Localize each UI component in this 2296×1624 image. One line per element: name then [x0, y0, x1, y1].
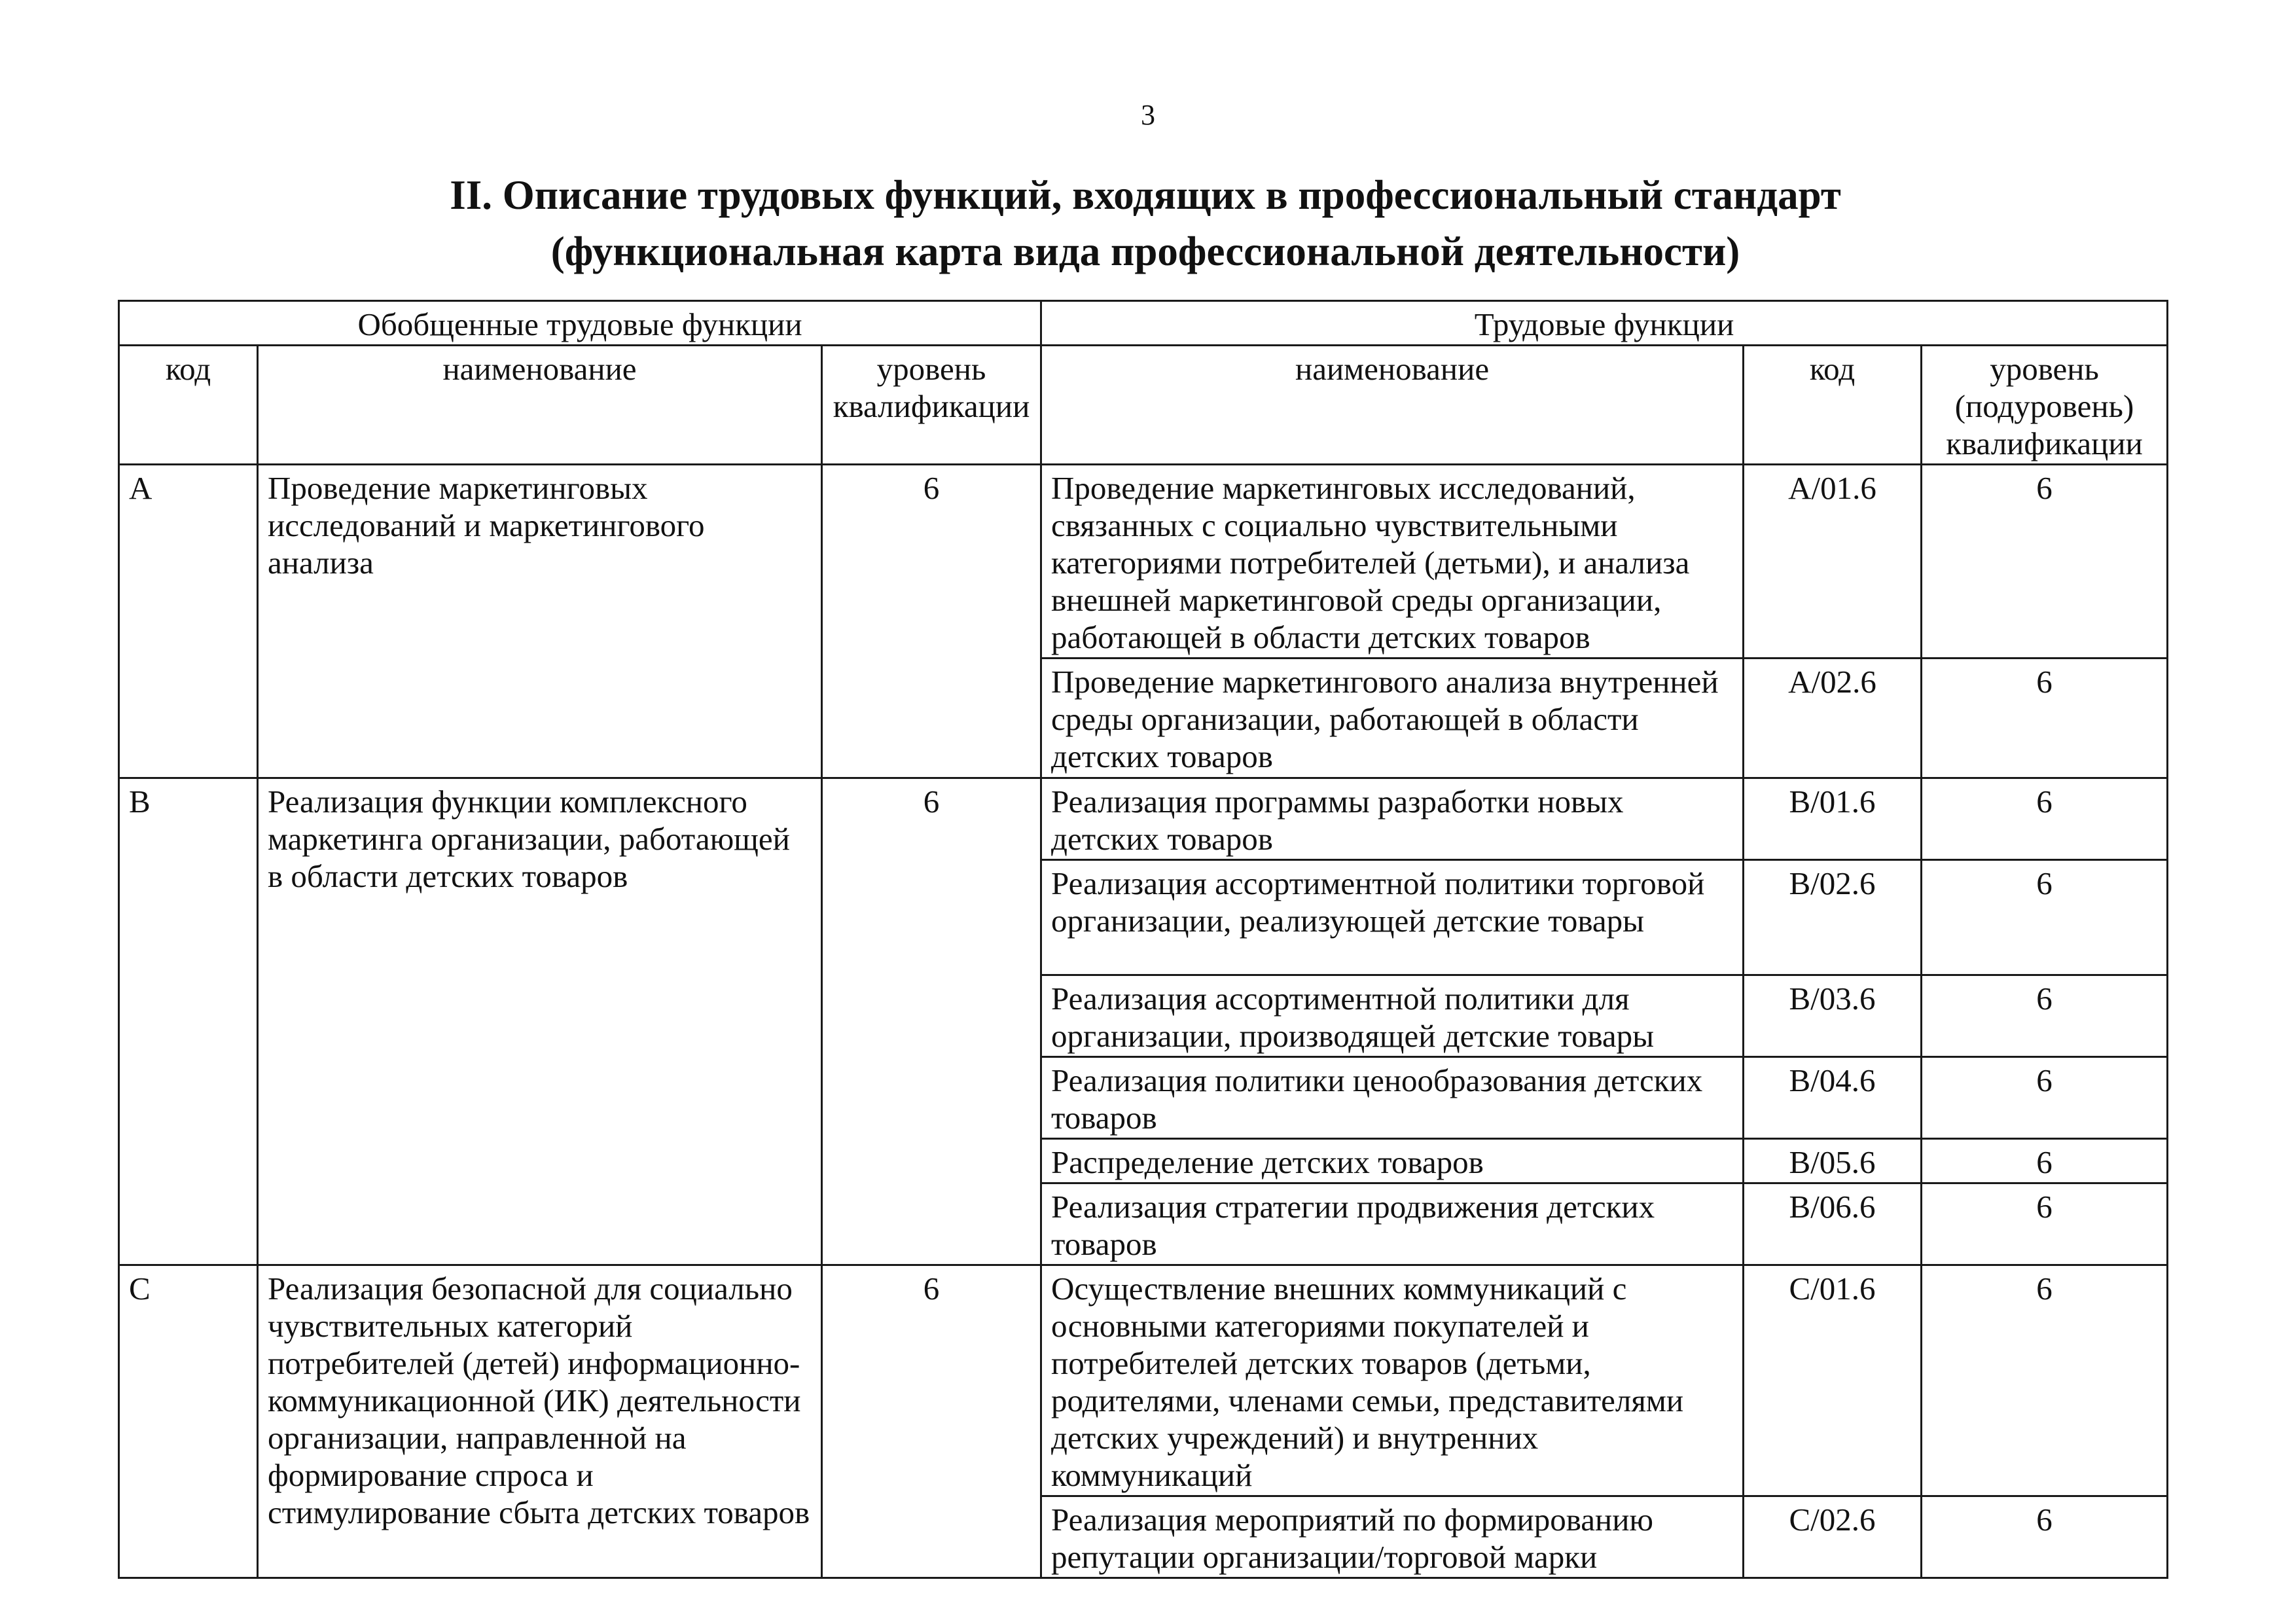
tf-name-cell: Проведение маркетинговых исследований, связанных с социально чувствительными категориями потребителей (детьми), и анализа внешней маркетинговой среды организации, работающей в области детских товаров [1041, 465, 1744, 659]
section-title [262, 167, 2029, 280]
table-row [119, 1265, 2168, 1496]
gf-level-cell: 6 [822, 465, 1041, 778]
tf-name-cell: Реализация стратегии продвижения детских товаров [1041, 1183, 1744, 1265]
tf-code-cell: B/04.6 [1744, 1057, 1922, 1139]
tf-name-cell: Реализация программы разработки новых детских товаров [1041, 778, 1744, 860]
gf-code-cell: A [119, 465, 258, 778]
page-number: 3 [1141, 99, 1155, 131]
labor-functions-header: Трудовые функции [1041, 301, 2168, 346]
tf-level-cell: 6 [1922, 860, 2168, 975]
tf-level-cell: 6 [1922, 1496, 2168, 1578]
tf-code-cell: B/06.6 [1744, 1183, 1922, 1265]
tf-name-cell: Реализация политики ценообразования детских товаров [1041, 1057, 1744, 1139]
generalized-functions-header: Обобщенные трудовые функции [119, 301, 1041, 346]
tf-code-header: код [1744, 346, 1922, 465]
tf-name-cell: Реализация ассортиментной политики торговой организации, реализующей детские товары [1041, 860, 1744, 975]
tf-name-cell: Осуществление внешних коммуникаций с основными категориями покупателей и потребителей детских товаров (детьми, родителями, членами семьи, представителями детских учреждений) и внутренних коммуникаций [1041, 1265, 1744, 1496]
gf-name-cell: Реализация безопасной для социально чувствительных категорий потребителей (детей) информационно-коммуникационной (ИК) деятельности организации, направленной на формирование спроса и стимулирование сбыта детских товаров [258, 1265, 822, 1578]
tf-name-cell: Реализация мероприятий по формированию репутации организации/торговой марки [1041, 1496, 1744, 1578]
tf-level-cell: 6 [1922, 659, 2168, 778]
tf-name-cell: Проведение маркетингового анализа внутренней среды организации, работающей в области детских товаров [1041, 659, 1744, 778]
tf-code-cell: B/01.6 [1744, 778, 1922, 860]
tf-level-cell: 6 [1922, 975, 2168, 1057]
tf-code-cell: B/03.6 [1744, 975, 1922, 1057]
tf-level-cell: 6 [1922, 465, 2168, 659]
gf-code-cell: B [119, 778, 258, 1265]
tf-code-cell: B/02.6 [1744, 860, 1922, 975]
tf-code-cell: C/02.6 [1744, 1496, 1922, 1578]
gf-name-cell: Проведение маркетинговых исследований и маркетингового анализа [258, 465, 822, 778]
tf-name-cell: Распределение детских товаров [1041, 1139, 1744, 1183]
tf-name-cell: Реализация ассортиментной политики для организации, производящей детские товары [1041, 975, 1744, 1057]
functional-map-table [118, 300, 2168, 1579]
tf-code-cell: C/01.6 [1744, 1265, 1922, 1496]
tf-code-cell: A/02.6 [1744, 659, 1922, 778]
tf-level-cell: 6 [1922, 778, 2168, 860]
title-line-2: (функциональная карта вида профессиональной деятельности) [550, 228, 1740, 274]
gf-level-cell: 6 [822, 1265, 1041, 1578]
table-row [119, 778, 2168, 860]
tf-level-cell: 6 [1922, 1265, 2168, 1496]
tf-level-header: уровень (подуровень) квалификации [1922, 346, 2168, 465]
title-line-1: II. Описание трудовых функций, входящих в профессиональный стандарт [450, 172, 1841, 218]
tf-level-cell: 6 [1922, 1139, 2168, 1183]
gf-name-header: наименование [258, 346, 822, 465]
tf-code-cell: B/05.6 [1744, 1139, 1922, 1183]
tf-level-cell: 6 [1922, 1057, 2168, 1139]
group-header-row [119, 301, 2168, 346]
table-row [119, 465, 2168, 659]
column-header-row [119, 346, 2168, 465]
tf-level-cell: 6 [1922, 1183, 2168, 1265]
gf-code-cell: C [119, 1265, 258, 1578]
gf-level-header: уровень квалификации [822, 346, 1041, 465]
gf-name-cell: Реализация функции комплексного маркетинга организации, работающей в области детских товаров [258, 778, 822, 1265]
gf-level-cell: 6 [822, 778, 1041, 1265]
tf-name-header: наименование [1041, 346, 1744, 465]
tf-code-cell: A/01.6 [1744, 465, 1922, 659]
gf-code-header: код [119, 346, 258, 465]
